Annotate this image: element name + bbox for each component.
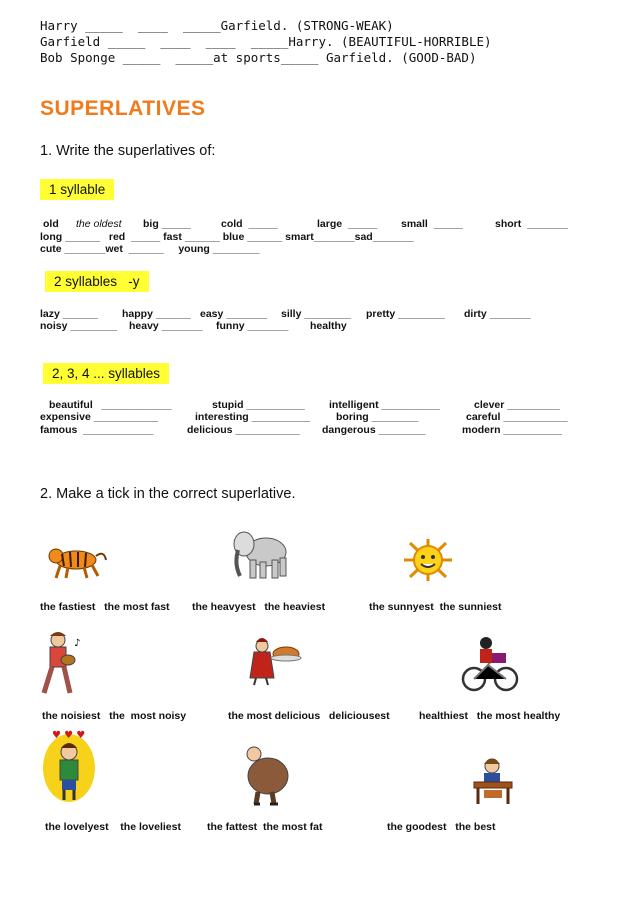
option-row2-col1[interactable]: the noisiest the most noisy xyxy=(42,710,187,722)
word-stupid[interactable]: stupid __________ xyxy=(212,399,305,411)
word-cold[interactable]: cold _____ xyxy=(221,218,278,230)
word-expensive[interactable]: expensive ___________ xyxy=(40,411,158,423)
word-small[interactable]: small _____ xyxy=(401,218,463,230)
word-big[interactable]: big _____ xyxy=(143,218,191,230)
word-famous[interactable]: famous ____________ xyxy=(40,424,154,436)
word-happy[interactable]: happy ______ xyxy=(122,308,191,320)
intro-line-1: Harry _____ ____ _____Garfield. (STRONG-WEAK) xyxy=(40,18,394,33)
word-dangerous[interactable]: dangerous ________ xyxy=(322,424,426,436)
word-old: old xyxy=(43,218,59,230)
word-lazy[interactable]: lazy ______ xyxy=(40,308,98,320)
word-short[interactable]: short _______ xyxy=(495,218,568,230)
option-row2-col2[interactable]: the most delicious deliciousest xyxy=(228,710,390,722)
tiger-icon xyxy=(46,544,108,580)
one-syllable-row2[interactable]: long ______ red _____ fast ______ blue ______ smart_______sad_______ xyxy=(40,231,414,243)
one-syllable-label: 1 syllable xyxy=(40,179,114,200)
word-careful[interactable]: careful ___________ xyxy=(466,411,568,423)
word-clever[interactable]: clever _________ xyxy=(474,399,560,411)
word-noisy[interactable]: noisy ________ xyxy=(40,320,118,332)
student-desk-icon xyxy=(470,756,516,806)
sun-icon xyxy=(400,537,456,583)
word-heavy[interactable]: heavy _______ xyxy=(129,320,203,332)
word-modern[interactable]: modern __________ xyxy=(462,424,562,436)
option-row3-col2[interactable]: the fattest the most fat xyxy=(207,821,323,833)
word-intelligent[interactable]: intelligent __________ xyxy=(329,399,440,411)
svg-text:♥ ♥ ♥: ♥ ♥ ♥ xyxy=(52,730,86,741)
word-interesting[interactable]: interesting __________ xyxy=(195,411,310,423)
word-healthy[interactable]: healthy xyxy=(310,320,347,332)
word-dirty[interactable]: dirty _______ xyxy=(464,308,531,320)
fat-man-icon xyxy=(236,744,296,806)
cyclist-icon xyxy=(460,635,520,695)
exercise1-heading: 1. Write the superlatives of: xyxy=(40,143,216,159)
word-funny[interactable]: funny _______ xyxy=(216,320,289,332)
option-row3-col3[interactable]: the goodest the best xyxy=(387,821,496,833)
option-row2-col3[interactable]: healthiest the most healthy xyxy=(419,710,561,722)
word-boring[interactable]: boring ________ xyxy=(336,411,419,423)
musician-icon xyxy=(38,630,84,696)
exercise2-heading: 2. Make a tick in the correct superlative. xyxy=(40,486,296,502)
multi-syllables-label: 2, 3, 4 ... syllables xyxy=(43,363,169,384)
option-row1-col1[interactable]: the fastiest the most fast xyxy=(40,601,170,613)
word-silly[interactable]: silly ________ xyxy=(281,308,352,320)
page-title: SUPERLATIVES xyxy=(40,97,206,120)
word-beautiful[interactable]: beautiful ____________ xyxy=(49,399,172,411)
one-syllable-row3[interactable]: cute _______wet ______ young ________ xyxy=(40,243,260,255)
word-easy[interactable]: easy _______ xyxy=(200,308,268,320)
option-row1-col3[interactable]: the sunnyest the sunniest xyxy=(369,601,502,613)
option-row1-col2[interactable]: the heavyest the heaviest xyxy=(192,601,326,613)
chef-icon xyxy=(246,634,302,686)
word-delicious[interactable]: delicious ___________ xyxy=(187,424,300,436)
option-row3-col1[interactable]: the lovelyest the loveliest xyxy=(45,821,181,833)
two-syllables-label: 2 syllables -y xyxy=(45,271,149,292)
elephant-icon xyxy=(232,528,292,582)
girl-hearts-icon xyxy=(42,724,98,804)
intro-line-2: Garfield _____ ____ ____ _____Harry. (BEAUTIFUL-HORRIBLE) xyxy=(40,34,492,49)
word-pretty[interactable]: pretty ________ xyxy=(366,308,445,320)
word-large[interactable]: large _____ xyxy=(317,218,378,230)
intro-line-3: Bob Sponge _____ _____at sports_____ Garfield. (GOOD-BAD) xyxy=(40,50,477,65)
example-answer: the oldest xyxy=(76,218,122,230)
svg-text:♪: ♪ xyxy=(74,638,81,649)
